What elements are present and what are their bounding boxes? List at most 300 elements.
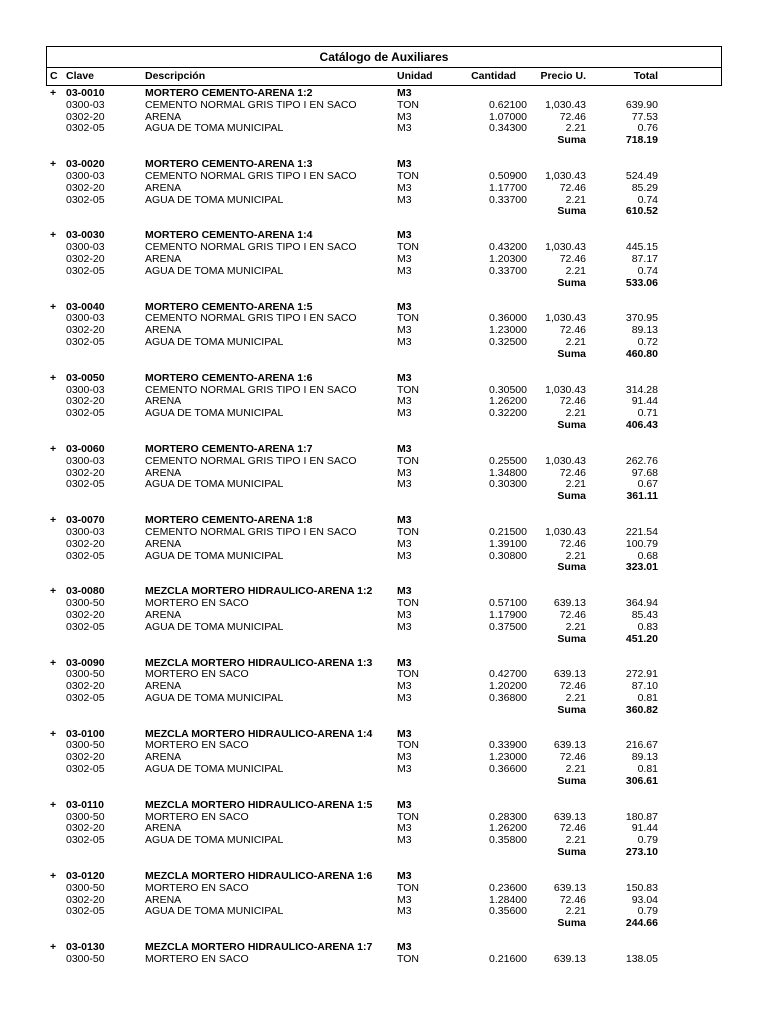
insumo-clave: 0302-05	[66, 264, 105, 277]
insumo-clave: 0300-03	[66, 312, 105, 325]
suma-label: Suma	[557, 917, 586, 930]
insumo-clave: 0302-05	[66, 478, 105, 491]
insumo-total: 262.76	[625, 454, 658, 467]
item-unidad: M3	[397, 87, 412, 99]
insumo-clave: 0300-50	[66, 597, 105, 610]
auxiliar-item	[0, 729, 768, 800]
item-header-row	[0, 373, 768, 385]
expand-plus-icon[interactable]: +	[50, 442, 57, 455]
insumo-precio: 72.46	[559, 608, 586, 621]
insumo-cantidad: 1.34800	[489, 466, 527, 479]
insumo-unidad: M3	[397, 466, 412, 479]
item-unidad: M3	[397, 798, 412, 811]
insumo-descripcion: ARENA	[145, 680, 182, 693]
insumo-precio: 72.46	[559, 822, 586, 835]
insumo-precio: 1,030.43	[545, 454, 586, 467]
insumo-clave: 0302-05	[66, 335, 105, 348]
auxiliar-item	[0, 871, 768, 942]
insumo-total: 89.13	[631, 324, 658, 337]
expand-plus-icon[interactable]: +	[50, 514, 57, 527]
insumo-cantidad: 1.39100	[489, 537, 527, 550]
insumo-unidad: M3	[397, 478, 412, 491]
item-header-row	[0, 444, 768, 456]
insumo-descripcion: ARENA	[145, 324, 182, 337]
suma-value: 323.01	[625, 561, 658, 574]
insumo-descripcion: ARENA	[145, 822, 182, 835]
item-descripcion: MORTERO CEMENTO-ARENA 1:7	[145, 442, 313, 455]
insumo-unidad: M3	[397, 620, 412, 633]
insumo-unidad: M3	[397, 264, 412, 277]
insumo-clave: 0302-20	[66, 110, 105, 123]
item-descripcion: MORTERO CEMENTO-ARENA 1:5	[145, 300, 313, 313]
insumo-clave: 0302-20	[66, 822, 105, 835]
suma-label: Suma	[557, 134, 586, 147]
suma-row	[0, 705, 768, 717]
insumo-precio: 72.46	[559, 395, 586, 408]
insumo-total: 93.04	[631, 893, 658, 906]
insumo-clave: 0302-20	[66, 608, 105, 621]
insumo-clave: 0300-50	[66, 810, 105, 823]
item-clave: 03-0070	[66, 514, 105, 527]
insumo-descripcion: ARENA	[145, 751, 182, 764]
insumo-total: 85.29	[631, 181, 658, 194]
insumo-cantidad: 0.57100	[489, 597, 527, 610]
insumo-cantidad: 0.35800	[489, 834, 527, 847]
insumo-descripcion: CEMENTO NORMAL GRIS TIPO I EN SACO	[145, 169, 357, 182]
item-clave: 03-0090	[66, 656, 105, 669]
item-descripcion: MORTERO CEMENTO-ARENA 1:4	[145, 229, 313, 242]
item-descripcion: MORTERO CEMENTO-ARENA 1:8	[145, 514, 313, 527]
suma-row	[0, 349, 768, 361]
insumo-unidad: M3	[397, 763, 412, 776]
insumo-precio: 2.21	[565, 407, 586, 420]
insumo-descripcion: ARENA	[145, 181, 182, 194]
item-unidad: M3	[397, 870, 412, 883]
insumo-cantidad: 0.32200	[489, 407, 527, 420]
table-header	[46, 46, 722, 86]
insumo-cantidad: 0.30800	[489, 549, 527, 562]
insumo-clave: 0300-50	[66, 739, 105, 752]
insumo-precio: 1,030.43	[545, 169, 586, 182]
insumo-total: 77.53	[631, 110, 658, 123]
suma-row	[0, 491, 768, 503]
insumo-cantidad: 1.17700	[489, 181, 527, 194]
insumo-clave: 0302-20	[66, 252, 105, 265]
insumo-cantidad: 0.43200	[489, 241, 527, 254]
insumo-unidad: M3	[397, 537, 412, 550]
insumo-total: 0.67	[637, 478, 658, 491]
insumo-cantidad: 1.20300	[489, 252, 527, 265]
insumo-unidad: M3	[397, 181, 412, 194]
insumo-descripcion: AGUA DE TOMA MUNICIPAL	[145, 620, 284, 633]
item-clave: 03-0100	[66, 727, 105, 740]
insumo-descripcion: ARENA	[145, 395, 182, 408]
suma-value: 460.80	[625, 347, 658, 360]
insumo-cantidad: 0.36600	[489, 763, 527, 776]
insumo-precio: 2.21	[565, 193, 586, 206]
insumo-cantidad: 0.21600	[489, 953, 527, 966]
insumo-unidad: TON	[397, 881, 419, 894]
insumo-row	[0, 693, 768, 705]
insumo-total: 150.83	[625, 881, 658, 894]
insumo-cantidad: 0.34300	[489, 122, 527, 135]
insumo-row	[0, 183, 768, 195]
insumo-cantidad: 0.28300	[489, 810, 527, 823]
expand-plus-icon[interactable]: +	[50, 585, 57, 598]
insumo-descripcion: MORTERO EN SACO	[145, 881, 249, 894]
insumo-cantidad: 0.30500	[489, 383, 527, 396]
insumo-cantidad: 0.33700	[489, 193, 527, 206]
insumo-descripcion: CEMENTO NORMAL GRIS TIPO I EN SACO	[145, 383, 357, 396]
header-divider	[47, 67, 721, 68]
item-clave: 03-0030	[66, 229, 105, 242]
insumo-total: 445.15	[625, 241, 658, 254]
insumo-cantidad: 1.07000	[489, 110, 527, 123]
insumo-cantidad: 0.50900	[489, 169, 527, 182]
auxiliar-item	[0, 88, 768, 159]
insumo-descripcion: MORTERO EN SACO	[145, 739, 249, 752]
insumo-precio: 639.13	[553, 739, 586, 752]
suma-label: Suma	[557, 418, 586, 431]
insumo-cantidad: 0.62100	[489, 98, 527, 111]
insumo-precio: 1,030.43	[545, 312, 586, 325]
insumo-cantidad: 1.17900	[489, 608, 527, 621]
insumo-cantidad: 0.25500	[489, 454, 527, 467]
insumo-total: 0.81	[637, 691, 658, 704]
item-header-row	[0, 800, 768, 812]
item-unidad: M3	[397, 585, 412, 598]
expand-plus-icon[interactable]: +	[50, 158, 57, 171]
auxiliar-item	[0, 942, 768, 1013]
insumo-descripcion: MORTERO EN SACO	[145, 953, 249, 966]
insumo-unidad: M3	[397, 324, 412, 337]
expand-plus-icon[interactable]: +	[50, 656, 57, 669]
insumo-descripcion: AGUA DE TOMA MUNICIPAL	[145, 905, 284, 918]
insumo-precio: 1,030.43	[545, 98, 586, 111]
insumo-precio: 639.13	[553, 668, 586, 681]
suma-value: 406.43	[625, 418, 658, 431]
insumo-total: 524.49	[625, 169, 658, 182]
insumo-descripcion: CEMENTO NORMAL GRIS TIPO I EN SACO	[145, 241, 357, 254]
insumo-clave: 0300-03	[66, 241, 105, 254]
insumo-row	[0, 527, 768, 539]
insumo-precio: 639.13	[553, 810, 586, 823]
insumo-descripcion: AGUA DE TOMA MUNICIPAL	[145, 691, 284, 704]
item-clave: 03-0040	[66, 300, 105, 313]
insumo-total: 0.76	[637, 122, 658, 135]
insumo-total: 85.43	[631, 608, 658, 621]
item-unidad: M3	[397, 371, 412, 384]
insumo-row	[0, 883, 768, 895]
insumo-row	[0, 954, 768, 966]
insumo-clave: 0300-03	[66, 98, 105, 111]
insumo-unidad: TON	[397, 454, 419, 467]
insumo-cantidad: 0.32500	[489, 335, 527, 348]
item-clave: 03-0020	[66, 158, 105, 171]
insumo-unidad: M3	[397, 751, 412, 764]
insumo-row	[0, 266, 768, 278]
insumo-descripcion: ARENA	[145, 893, 182, 906]
col-header-clave: Clave	[66, 70, 95, 82]
insumo-total: 0.81	[637, 763, 658, 776]
expand-plus-icon[interactable]: +	[50, 87, 57, 99]
insumo-total: 639.90	[625, 98, 658, 111]
insumo-total: 0.74	[637, 264, 658, 277]
item-unidad: M3	[397, 941, 412, 954]
item-unidad: M3	[397, 656, 412, 669]
insumo-precio: 639.13	[553, 953, 586, 966]
auxiliar-item	[0, 230, 768, 301]
insumo-unidad: TON	[397, 739, 419, 752]
suma-value: 361.11	[626, 490, 658, 503]
insumo-clave: 0302-05	[66, 834, 105, 847]
insumo-cantidad: 1.26200	[489, 395, 527, 408]
item-clave: 03-0050	[66, 371, 105, 384]
item-clave: 03-0130	[66, 941, 105, 954]
insumo-cantidad: 0.33900	[489, 739, 527, 752]
suma-label: Suma	[557, 632, 586, 645]
item-clave: 03-0060	[66, 442, 105, 455]
insumo-descripcion: AGUA DE TOMA MUNICIPAL	[145, 335, 284, 348]
page-title: Catálogo de Auxiliares	[319, 50, 449, 64]
insumo-cantidad: 1.23000	[489, 324, 527, 337]
insumo-precio: 2.21	[565, 122, 586, 135]
insumo-descripcion: ARENA	[145, 110, 182, 123]
suma-row	[0, 206, 768, 218]
insumo-unidad: M3	[397, 110, 412, 123]
insumo-clave: 0302-05	[66, 763, 105, 776]
insumo-precio: 72.46	[559, 466, 586, 479]
insumo-descripcion: MORTERO EN SACO	[145, 810, 249, 823]
expand-plus-icon[interactable]: +	[50, 798, 57, 811]
insumo-descripcion: ARENA	[145, 608, 182, 621]
insumo-descripcion: AGUA DE TOMA MUNICIPAL	[145, 264, 284, 277]
col-header-unidad: Unidad	[397, 70, 433, 82]
insumo-precio: 1,030.43	[545, 525, 586, 538]
item-descripcion: MEZCLA MORTERO HIDRAULICO-ARENA 1:7	[145, 941, 373, 954]
expand-plus-icon[interactable]: +	[50, 941, 57, 954]
insumo-total: 216.67	[625, 739, 658, 752]
insumo-clave: 0302-05	[66, 691, 105, 704]
insumo-precio: 2.21	[565, 478, 586, 491]
insumo-precio: 2.21	[565, 691, 586, 704]
insumo-cantidad: 0.36800	[489, 691, 527, 704]
insumo-clave: 0300-03	[66, 383, 105, 396]
suma-value: 533.06	[625, 276, 658, 289]
suma-value: 610.52	[625, 205, 658, 218]
insumo-clave: 0302-20	[66, 751, 105, 764]
insumo-precio: 72.46	[559, 751, 586, 764]
insumo-unidad: M3	[397, 691, 412, 704]
insumo-clave: 0300-03	[66, 169, 105, 182]
insumo-row	[0, 254, 768, 266]
insumo-descripcion: CEMENTO NORMAL GRIS TIPO I EN SACO	[145, 312, 357, 325]
insumo-cantidad: 0.33700	[489, 264, 527, 277]
insumo-descripcion: AGUA DE TOMA MUNICIPAL	[145, 549, 284, 562]
col-header-descripcion: Descripción	[145, 70, 206, 82]
item-unidad: M3	[397, 442, 412, 455]
insumo-total: 87.10	[631, 680, 658, 693]
insumo-total: 0.79	[637, 834, 658, 847]
suma-label: Suma	[557, 846, 586, 859]
insumo-total: 138.05	[625, 953, 658, 966]
suma-value: 273.10	[625, 846, 658, 859]
suma-value: 360.82	[625, 703, 658, 716]
insumo-clave: 0302-20	[66, 893, 105, 906]
col-header-total: Total	[633, 70, 658, 82]
insumo-unidad: M3	[397, 893, 412, 906]
insumo-unidad: M3	[397, 905, 412, 918]
auxiliar-item	[0, 515, 768, 586]
insumo-precio: 639.13	[553, 881, 586, 894]
insumo-total: 0.71	[637, 407, 658, 420]
insumo-clave: 0302-05	[66, 549, 105, 562]
insumo-descripcion: AGUA DE TOMA MUNICIPAL	[145, 763, 284, 776]
insumo-total: 0.79	[637, 905, 658, 918]
insumo-precio: 72.46	[559, 893, 586, 906]
insumo-descripcion: CEMENTO NORMAL GRIS TIPO I EN SACO	[145, 525, 357, 538]
item-descripcion: MEZCLA MORTERO HIDRAULICO-ARENA 1:6	[145, 870, 373, 883]
insumo-unidad: TON	[397, 98, 419, 111]
expand-plus-icon[interactable]: +	[50, 870, 57, 883]
insumo-descripcion: CEMENTO NORMAL GRIS TIPO I EN SACO	[145, 454, 357, 467]
suma-label: Suma	[557, 703, 586, 716]
insumo-total: 0.68	[637, 549, 658, 562]
insumo-unidad: TON	[397, 169, 419, 182]
insumo-descripcion: ARENA	[145, 537, 182, 550]
insumo-total: 0.72	[637, 335, 658, 348]
insumo-precio: 72.46	[559, 110, 586, 123]
insumo-precio: 72.46	[559, 324, 586, 337]
suma-row	[0, 918, 768, 930]
insumo-row	[0, 100, 768, 112]
insumo-unidad: TON	[397, 953, 419, 966]
insumo-clave: 0302-20	[66, 395, 105, 408]
suma-row	[0, 278, 768, 290]
insumo-unidad: M3	[397, 608, 412, 621]
suma-value: 451.20	[625, 632, 658, 645]
insumo-unidad: TON	[397, 312, 419, 325]
insumo-cantidad: 0.23600	[489, 881, 527, 894]
auxiliar-item	[0, 302, 768, 373]
insumo-cantidad: 0.30300	[489, 478, 527, 491]
insumo-cantidad: 1.28400	[489, 893, 527, 906]
insumo-total: 87.17	[631, 252, 658, 265]
insumo-total: 370.95	[625, 312, 658, 325]
item-clave: 03-0110	[66, 798, 104, 811]
insumo-total: 272.91	[625, 668, 658, 681]
suma-value: 306.61	[625, 774, 658, 787]
insumo-cantidad: 0.36000	[489, 312, 527, 325]
suma-value: 244.66	[625, 917, 658, 930]
insumo-clave: 0300-03	[66, 454, 105, 467]
suma-row	[0, 847, 768, 859]
item-descripcion: MEZCLA MORTERO HIDRAULICO-ARENA 1:2	[145, 585, 373, 598]
item-descripcion: MEZCLA MORTERO HIDRAULICO-ARENA 1:3	[145, 656, 373, 669]
insumo-precio: 2.21	[565, 834, 586, 847]
item-unidad: M3	[397, 727, 412, 740]
auxiliar-item	[0, 159, 768, 230]
insumo-clave: 0302-20	[66, 680, 105, 693]
expand-plus-icon[interactable]: +	[50, 371, 57, 384]
auxiliar-item	[0, 586, 768, 657]
insumo-total: 91.44	[631, 395, 658, 408]
insumo-precio: 1,030.43	[545, 241, 586, 254]
expand-plus-icon[interactable]: +	[50, 300, 57, 313]
insumo-total: 314.28	[625, 383, 658, 396]
insumo-descripcion: AGUA DE TOMA MUNICIPAL	[145, 193, 284, 206]
insumo-total: 364.94	[625, 597, 658, 610]
insumo-precio: 72.46	[559, 537, 586, 550]
suma-row	[0, 562, 768, 574]
insumo-unidad: M3	[397, 680, 412, 693]
insumo-precio: 639.13	[553, 597, 586, 610]
insumo-total: 100.79	[625, 537, 658, 550]
suma-value: 718.19	[625, 134, 658, 147]
insumo-precio: 1,030.43	[545, 383, 586, 396]
insumo-unidad: M3	[397, 407, 412, 420]
insumo-unidad: M3	[397, 395, 412, 408]
auxiliar-item	[0, 800, 768, 871]
item-unidad: M3	[397, 229, 412, 242]
insumo-descripcion: MORTERO EN SACO	[145, 597, 249, 610]
expand-plus-icon[interactable]: +	[50, 727, 57, 740]
suma-row	[0, 420, 768, 432]
insumo-precio: 72.46	[559, 181, 586, 194]
insumo-clave: 0302-20	[66, 181, 105, 194]
insumo-clave: 0300-50	[66, 881, 105, 894]
insumo-unidad: TON	[397, 597, 419, 610]
insumo-precio: 2.21	[565, 335, 586, 348]
insumo-precio: 72.46	[559, 680, 586, 693]
insumo-unidad: M3	[397, 549, 412, 562]
insumo-unidad: M3	[397, 252, 412, 265]
col-header-precio: Precio U.	[540, 70, 586, 82]
insumo-clave: 0302-20	[66, 537, 105, 550]
suma-label: Suma	[557, 347, 586, 360]
insumo-precio: 2.21	[565, 264, 586, 277]
item-unidad: M3	[397, 158, 412, 171]
insumo-descripcion: ARENA	[145, 466, 182, 479]
insumo-clave: 0300-50	[66, 953, 105, 966]
insumo-descripcion: ARENA	[145, 252, 182, 265]
auxiliares-list	[0, 88, 768, 1013]
insumo-unidad: TON	[397, 668, 419, 681]
insumo-descripcion: CEMENTO NORMAL GRIS TIPO I EN SACO	[145, 98, 357, 111]
insumo-precio: 72.46	[559, 252, 586, 265]
insumo-descripcion: AGUA DE TOMA MUNICIPAL	[145, 834, 284, 847]
col-header-c: C	[50, 70, 58, 82]
insumo-unidad: M3	[397, 834, 412, 847]
insumo-cantidad: 0.35600	[489, 905, 527, 918]
insumo-cantidad: 1.23000	[489, 751, 527, 764]
insumo-unidad: TON	[397, 241, 419, 254]
insumo-unidad: M3	[397, 822, 412, 835]
suma-row	[0, 135, 768, 147]
insumo-clave: 0300-03	[66, 525, 105, 538]
insumo-row	[0, 622, 768, 634]
suma-label: Suma	[557, 490, 586, 503]
insumo-cantidad: 0.42700	[489, 668, 527, 681]
expand-plus-icon[interactable]: +	[50, 229, 57, 242]
insumo-precio: 2.21	[565, 763, 586, 776]
insumo-descripcion: AGUA DE TOMA MUNICIPAL	[145, 407, 284, 420]
insumo-total: 0.74	[637, 193, 658, 206]
insumo-clave: 0302-05	[66, 122, 105, 135]
insumo-row	[0, 610, 768, 622]
item-unidad: M3	[397, 514, 412, 527]
insumo-descripcion: AGUA DE TOMA MUNICIPAL	[145, 122, 284, 135]
